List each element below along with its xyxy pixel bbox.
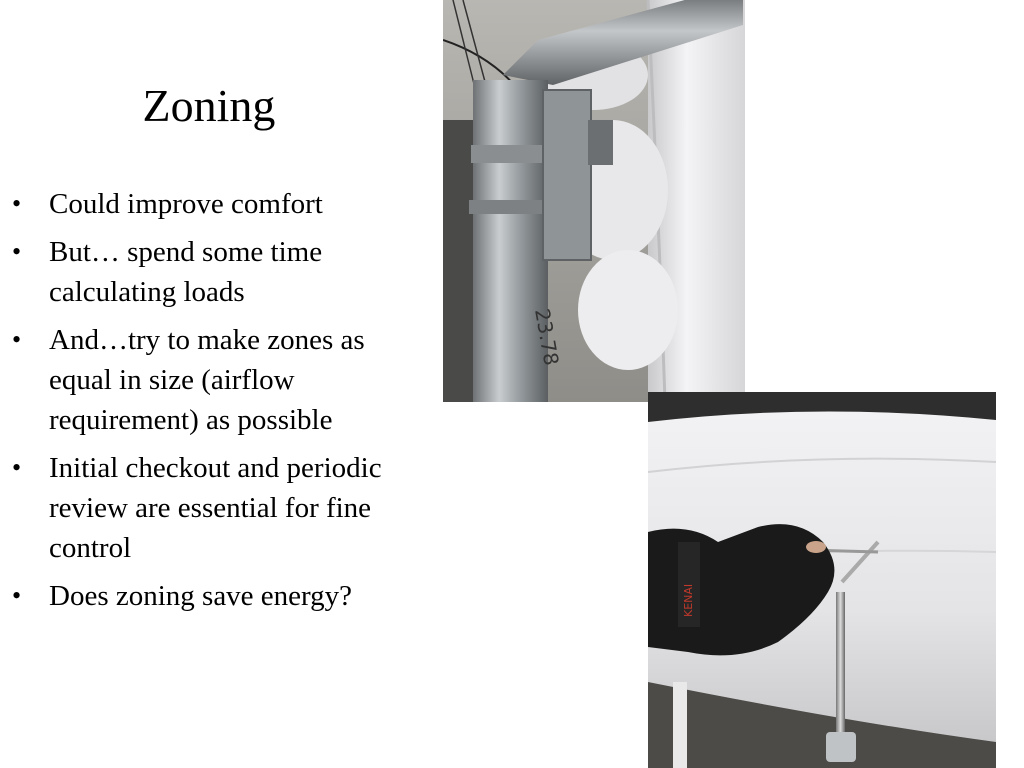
bullet-icon: • xyxy=(12,325,22,354)
duct-photo-icon xyxy=(443,0,745,402)
list-item xyxy=(12,576,432,616)
gloved-hand-photo-icon xyxy=(648,392,996,768)
list-item xyxy=(12,448,432,568)
bullet-text: Initial checkout and periodic review are essential for fine control xyxy=(49,452,382,564)
slide-title: Zoning xyxy=(142,80,276,131)
bullet-icon: • xyxy=(12,581,22,610)
glove-brand-label: KENAI xyxy=(682,583,695,617)
list-item xyxy=(12,320,432,440)
bullet-text: Could improve comfort xyxy=(49,188,323,220)
bullet-text: But… spend some time calculating loads xyxy=(49,236,323,308)
measurement-photo xyxy=(648,392,996,768)
bullet-text: And…try to make zones as equal in size (airflow requirement) as possible xyxy=(49,324,365,436)
bullet-icon: • xyxy=(12,189,22,218)
list-item xyxy=(12,184,432,224)
ductwork-photo xyxy=(443,0,745,402)
bullet-icon: • xyxy=(12,237,22,266)
bullet-list xyxy=(12,184,432,624)
bullet-text: Does zoning save energy? xyxy=(49,580,353,612)
handwritten-mark: 23.78 xyxy=(530,306,564,368)
list-item xyxy=(12,232,432,312)
bullet-icon: • xyxy=(12,453,22,482)
